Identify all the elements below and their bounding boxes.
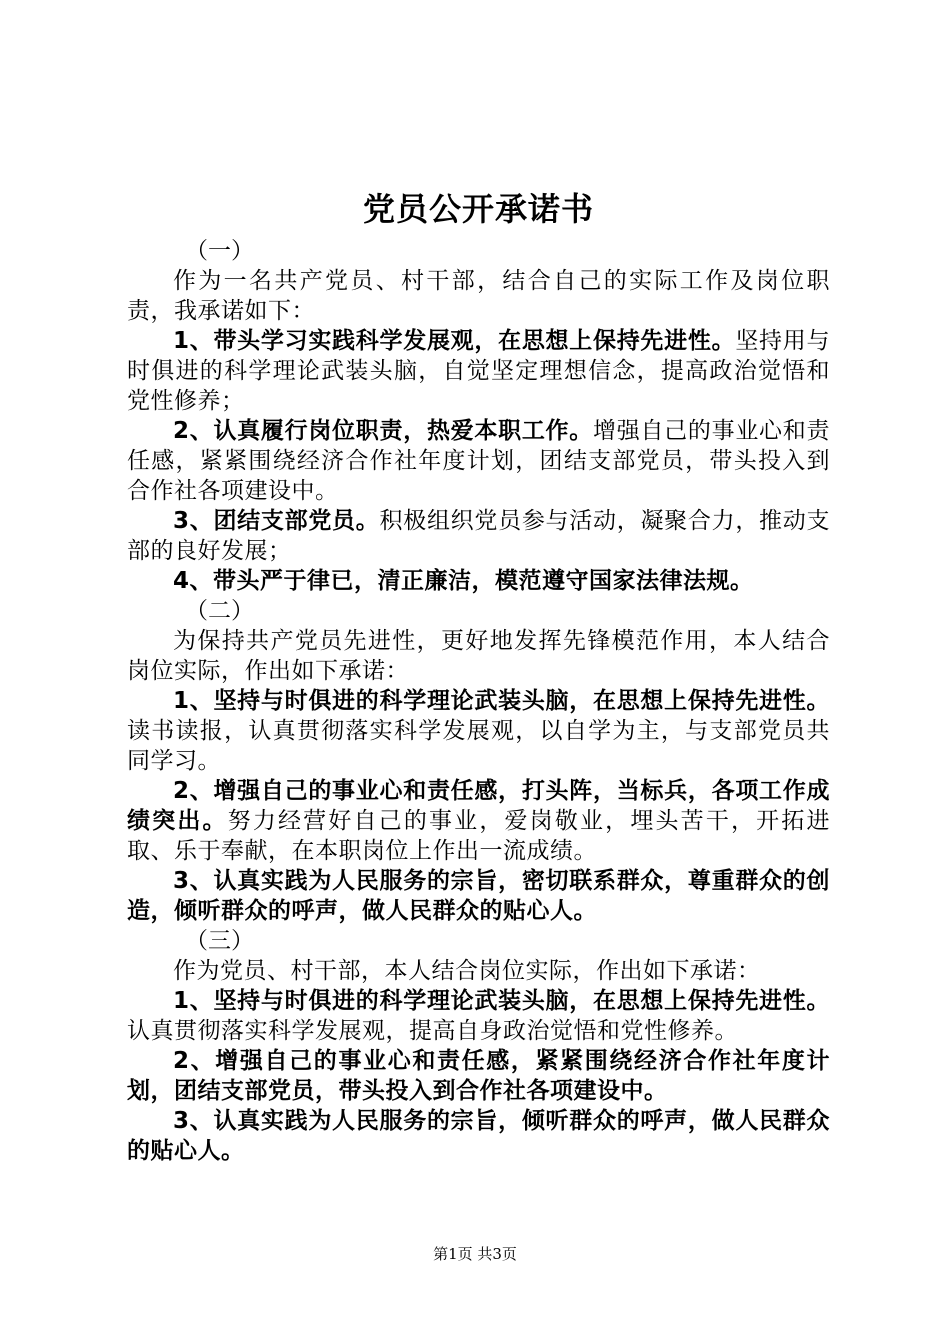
paragraph [127,266,830,326]
paragraph [127,506,830,566]
paragraph-body: 作为党员、村干部，本人结合岗位实际，作出如下承诺： [173,958,761,984]
paragraph [127,1106,830,1166]
paragraph-lead: 2、增强自己的事业心和责任感，紧紧围绕经济合作社年度计划，团结支部党员，带头投入到合作社各项建设中。 [127,1048,830,1104]
document-title: 党员公开承诺书 [362,190,594,228]
paragraph-lead: 2、增强自己的事业心和责任感，打头阵，当标兵，各项工作成绩突出。 [127,778,830,834]
paragraph [127,866,830,926]
paragraph-lead: 2、认真履行岗位职责，热爱本职工作。 [173,418,593,444]
paragraph [127,686,830,776]
paragraph [127,1046,830,1106]
paragraph-lead: 1、带头学习实践科学发展观，在思想上保持先进性。 [173,328,736,354]
page-number: 第1页 共3页 [433,1245,517,1263]
section-1 [127,236,830,596]
paragraph-body: 读书读报，认真贯彻落实科学发展观，以自学为主，与支部党员共同学习。 [127,718,830,774]
paragraph [127,566,830,596]
paragraph-body: 增强自己的事业心和责任感，紧紧围绕经济合作社年度计划，团结支部党员，带头投入到合作社各项建设中。 [127,418,830,504]
section-heading: （一） [185,238,254,264]
paragraph [127,626,830,686]
paragraph [127,986,830,1046]
paragraph [127,776,830,866]
paragraph [127,956,830,986]
section-heading: （二） [185,598,254,624]
section-2 [127,596,830,926]
paragraph-lead: 4、带头严于律已，清正廉洁，模范遵守国家法律法规。 [173,568,754,594]
paragraph-lead: 3、认真实践为人民服务的宗旨，倾听群众的呼声，做人民群众的贴心人。 [127,1108,830,1164]
section-3 [127,926,830,1166]
document-page [127,182,830,1166]
paragraph-body: 为保持共产党员先进性，更好地发挥先锋模范作用，本人结合岗位实际，作出如下承诺： [127,628,830,684]
paragraph-lead: 3、认真实践为人民服务的宗旨，密切联系群众，尊重群众的创造，倾听群众的呼声，做人民群众的贴心人。 [127,868,830,924]
paragraph-body: 坚持用与时俱进的科学理论武装头脑，自觉坚定理想信念，提高政治觉悟和党性修养； [127,328,830,414]
section-heading: （三） [185,928,254,954]
paragraph [127,416,830,506]
paragraph-body: 认真贯彻落实科学发展观，提高自身政治觉悟和党性修养。 [127,1018,738,1044]
paragraph-body: 努力经营好自己的事业，爱岗敬业，埋头苦干，开拓进取、乐于奉献，在本职岗位上作出一流成绩。 [127,808,831,864]
paragraph-body: 作为一名共产党员、村干部，结合自己的实际工作及岗位职责，我承诺如下： [127,268,830,324]
paragraph-lead: 1、坚持与时俱进的科学理论武装头脑，在思想上保持先进性。 [173,988,830,1014]
page-footer [0,1243,950,1264]
paragraph-body: 积极组织党员参与活动，凝聚合力，推动支部的良好发展； [127,508,830,564]
paragraph [127,326,830,416]
paragraph-lead: 1、坚持与时俱进的科学理论武装头脑，在思想上保持先进性。 [173,688,830,714]
paragraph-lead: 3、团结支部党员。 [173,508,380,534]
